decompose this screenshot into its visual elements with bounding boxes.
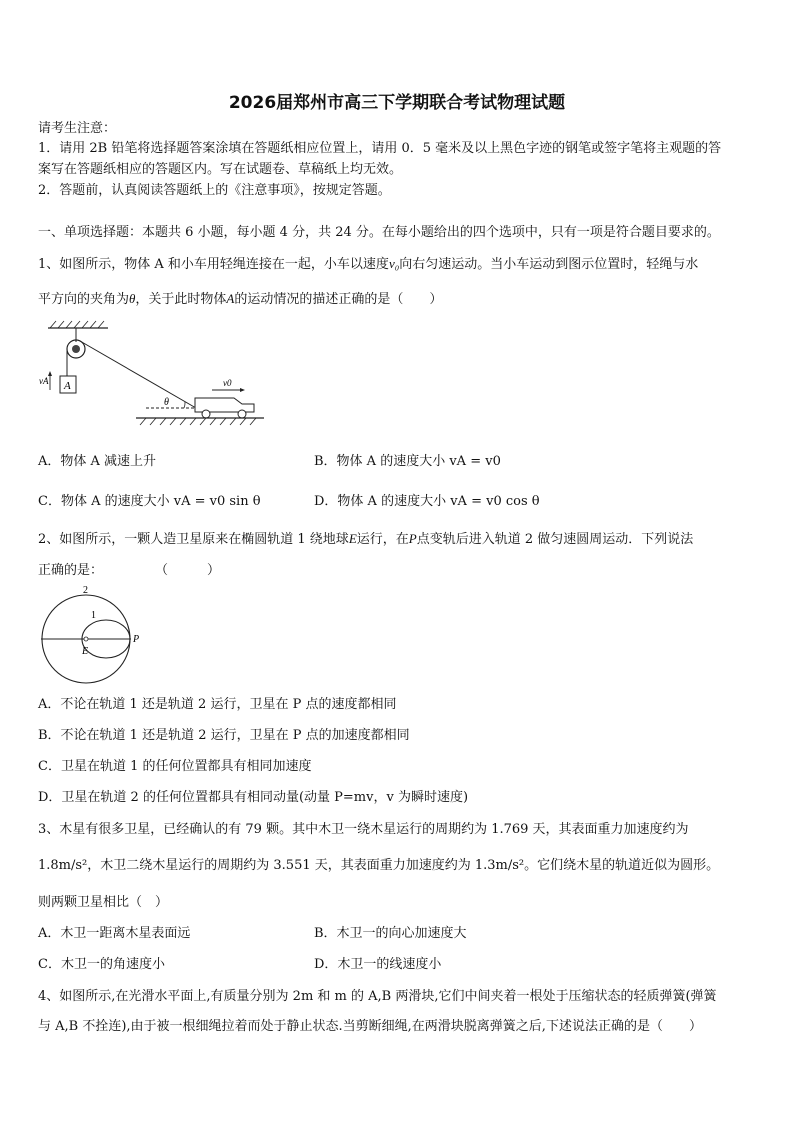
q2-fig-label-1: 1: [91, 610, 96, 621]
notice-line-1a: 1．请用 2B 铅笔将选择题答案涂填在答题纸相应位置上，请用 0．5 毫米及以上黑色字迹的钢笔或签字笔将主观题的答: [38, 141, 722, 156]
q1-stem-line-2: 平方向的夹角为θ，关于此时物体A的运动情况的描述正确的是（ ）: [38, 291, 443, 307]
q2-stem-line-2: 正确的是： （ ）: [38, 563, 221, 578]
q3-option-d[interactable]: D．木卫一的线速度小: [314, 957, 442, 972]
q1-option-c[interactable]: C．物体 A 的速度大小 vA = v0 sin θ: [38, 494, 261, 509]
q1-option-a[interactable]: A．物体 A 减速上升: [38, 454, 157, 469]
q2-option-a[interactable]: A．不论在轨道 1 还是轨道 2 运行，卫星在 P 点的速度都相同: [38, 697, 397, 712]
q4-stem-line-1: 4、如图所示,在光滑水平面上,有质量分别为 2m 和 m 的 A,B 两滑块,它们中间夹着一根处于压缩状态的轻质弹簧(弹簧: [38, 989, 717, 1004]
q4-stem-line-2: 与 A,B 不拴连),由于被一根细绳拉着而处于静止状态.当剪断细绳,在两滑块脱离弹簧之后,下述说法正确的是（ ）: [38, 1019, 702, 1034]
q1-fig-label-theta: θ: [164, 397, 169, 408]
q3-option-c[interactable]: C．木卫一的角速度小: [38, 957, 165, 972]
q3-stem-line-2: 1.8m/s²，木卫二绕木星运行的周期约为 3.551 天，其表面重力加速度约为 1.3m/s²。它们绕木星的轨道近似为圆形。: [38, 858, 720, 873]
q2-orbit-figure: [36, 584, 148, 688]
notice-heading: 请考生注意：: [38, 121, 117, 136]
q2-fig-label-2: 2: [83, 585, 88, 596]
q1-pulley-cart-figure: [36, 318, 266, 430]
page-title: 2026届郑州市高三下学期联合考试物理试题: [228, 93, 566, 113]
q1-stem-line-1: 1、如图所示，物体 A 和小车用轻绳连接在一起，小车以速度v₀向右匀速运动。当小车运动到图示位置时，轻绳与水: [38, 256, 699, 272]
q1-fig-label-vA: vA: [39, 376, 49, 386]
q2-stem-line-1: 2、如图所示，一颗人造卫星原来在椭圆轨道 1 绕地球E运行，在P点变轨后进入轨道 2 做匀速圆周运动．下列说法: [38, 531, 694, 547]
q2-option-d[interactable]: D．卫星在轨道 2 的任何位置都具有相同动量(动量 P=mv，v 为瞬时速度): [38, 790, 469, 805]
q1-fig-label-A: A: [64, 380, 71, 392]
q2-option-b[interactable]: B．不论在轨道 1 还是轨道 2 运行，卫星在 P 点的加速度都相同: [38, 728, 410, 743]
q2-fig-label-P: P: [133, 634, 140, 645]
q3-option-b[interactable]: B．木卫一的向心加速度大: [314, 926, 467, 941]
q2-fig-label-E: E: [82, 646, 89, 657]
notice-line-1b: 案写在答题纸相应的答题区内。写在试题卷、草稿纸上均无效。: [38, 162, 403, 177]
q2-option-c[interactable]: C．卫星在轨道 1 的任何位置都具有相同加速度: [38, 759, 312, 774]
q3-stem-line-1: 3、木星有很多卫星，已经确认的有 79 颗。其中木卫一绕木星运行的周期约为 1.769 天，其表面重力加速度约为: [38, 822, 689, 837]
notice-line-2: 2．答题前，认真阅读答题纸上的《注意事项》，按规定答题。: [38, 183, 391, 198]
q1-fig-label-v0: v0: [223, 378, 232, 388]
q1-option-d[interactable]: D．物体 A 的速度大小 vA = v0 cos θ: [314, 494, 540, 509]
section-heading: 一、单项选择题：本题共 6 小题，每小题 4 分，共 24 分。在每小题给出的四个选项中，只有一项是符合题目要求的。: [38, 225, 720, 240]
q3-option-a[interactable]: A．木卫一距离木星表面远: [38, 926, 191, 941]
q3-stem-line-3: 则两颗卫星相比（ ）: [38, 895, 169, 910]
q1-option-b[interactable]: B．物体 A 的速度大小 vA = v0: [314, 454, 501, 469]
